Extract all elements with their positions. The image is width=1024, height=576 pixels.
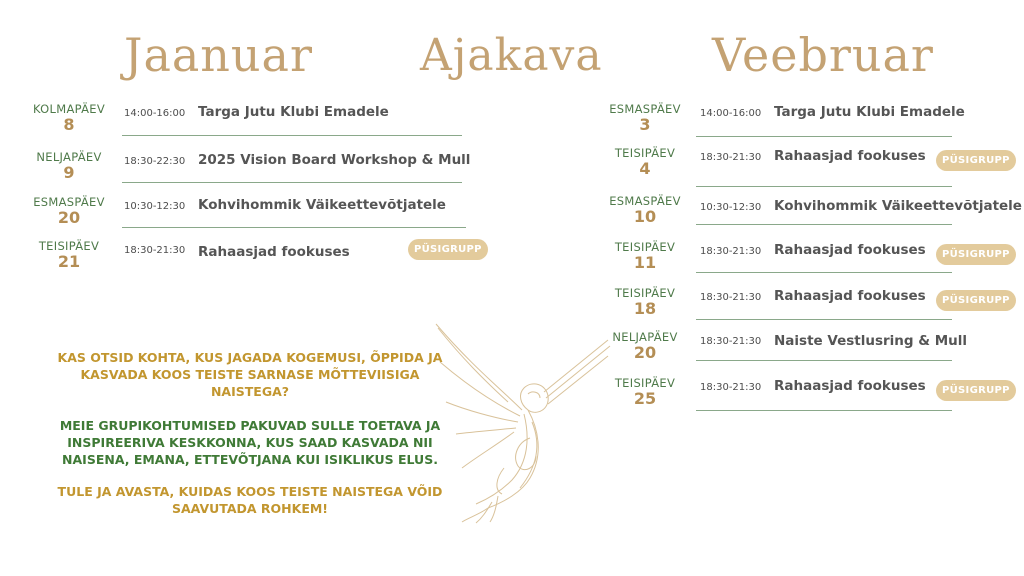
event-time: 10:30-12:30	[124, 201, 186, 212]
event-day-number: 3	[639, 115, 651, 134]
promo-question: KAS OTSID KOHTA, KUS JAGADA KOGEMUSI, ÕPPIDA JA KASVADA KOOS TEISTE SARNASE MÕTTEVIISIGA NAISTEGA?	[57, 350, 443, 399]
event-title: Targa Jutu Klubi Emadele	[198, 104, 389, 120]
event-day-number: 25	[633, 389, 657, 408]
event-divider	[696, 272, 952, 273]
recurring-group-badge: PÜSIGRUPP	[936, 244, 1016, 265]
event-divider	[696, 410, 952, 411]
event-title: Rahaasjad fookuses	[774, 242, 926, 258]
event-divider	[696, 186, 952, 187]
event-title: Rahaasjad fookuses	[774, 148, 926, 164]
event-divider	[122, 227, 466, 228]
event-title: Rahaasjad fookuses	[198, 244, 350, 260]
february-event-5	[600, 286, 1024, 334]
event-date	[24, 102, 114, 134]
january-event-4	[24, 239, 484, 287]
event-day-number: 20	[633, 343, 657, 362]
event-divider	[122, 135, 462, 136]
event-day-number: 4	[639, 159, 651, 178]
event-weekday: TEISIPÄEV	[614, 146, 676, 160]
event-divider	[696, 360, 952, 361]
event-date	[24, 195, 114, 227]
event-weekday: NELJAPÄEV	[612, 330, 678, 344]
event-weekday: TEISIPÄEV	[614, 376, 676, 390]
event-weekday: TEISIPÄEV	[614, 286, 676, 300]
february-title: Veebruar	[712, 28, 934, 82]
event-day-number: 8	[63, 115, 75, 134]
event-time: 10:30-12:30	[700, 202, 762, 213]
january-event-1	[24, 102, 484, 150]
event-weekday: ESMASPÄEV	[609, 194, 681, 208]
event-date	[600, 194, 690, 226]
event-divider	[122, 182, 462, 183]
event-day-number: 9	[63, 163, 75, 182]
february-event-6	[600, 330, 1024, 378]
event-date	[600, 102, 690, 134]
event-day-number: 18	[633, 299, 657, 318]
schedule-title: Ajakava	[420, 30, 603, 81]
event-date	[24, 150, 114, 182]
january-event-2	[24, 150, 484, 198]
event-date	[600, 240, 690, 272]
event-time: 18:30-21:30	[700, 152, 762, 163]
event-divider	[696, 224, 952, 225]
event-title: 2025 Vision Board Workshop & Mull	[198, 152, 471, 168]
event-date	[600, 330, 690, 362]
event-time: 18:30-21:30	[700, 292, 762, 303]
event-time: 18:30-22:30	[124, 156, 186, 167]
february-event-1	[600, 102, 1024, 150]
recurring-group-badge: PÜSIGRUPP	[936, 290, 1016, 311]
event-day-number: 10	[633, 207, 657, 226]
february-event-3	[600, 194, 1024, 242]
recurring-group-badge: PÜSIGRUPP	[936, 150, 1016, 171]
event-time: 14:00-16:00	[124, 108, 186, 119]
event-title: Kohvihommik Väikeettevõtjatele	[774, 198, 1022, 214]
january-event-3	[24, 195, 484, 243]
event-time: 18:30-21:30	[700, 246, 762, 257]
event-time: 14:00-16:00	[700, 108, 762, 119]
event-divider	[696, 136, 952, 137]
event-weekday: KOLMAPÄEV	[32, 102, 106, 116]
event-divider	[696, 319, 952, 320]
event-weekday: NELJAPÄEV	[36, 150, 102, 164]
january-title: Jaanuar	[124, 28, 313, 82]
event-title: Naiste Vestlusring & Mull	[774, 333, 968, 349]
promo-call-to-action: TULE JA AVASTA, KUIDAS KOOS TEISTE NAISTEGA VÕID SAAVUTADA ROHKEM!	[57, 484, 443, 516]
event-date	[600, 146, 690, 178]
event-weekday: TEISIPÄEV	[614, 240, 676, 254]
event-title: Rahaasjad fookuses	[774, 378, 926, 394]
event-weekday: ESMASPÄEV	[33, 195, 105, 209]
event-date	[600, 376, 690, 408]
event-weekday: TEISIPÄEV	[38, 239, 100, 253]
event-time: 18:30-21:30	[700, 382, 762, 393]
event-day-number: 20	[57, 208, 81, 227]
promo-description: MEIE GRUPIKOHTUMISED PAKUVAD SULLE TOETAVA JA INSPIREERIVA KESKKONNA, KUS SAAD KASVADA NII NAISENA, EMANA, ETTEVÕTJANA KUI ISIKLIKUS ELUS.	[59, 418, 441, 467]
recurring-group-badge: PÜSIGRUPP	[936, 380, 1016, 401]
event-day-number: 21	[57, 252, 81, 271]
event-title: Kohvihommik Väikeettevõtjatele	[198, 197, 446, 213]
event-title: Rahaasjad fookuses	[774, 288, 926, 304]
event-weekday: ESMASPÄEV	[609, 102, 681, 116]
event-date	[24, 239, 114, 271]
recurring-group-badge: PÜSIGRUPP	[408, 239, 488, 260]
february-event-2	[600, 146, 1024, 194]
hummingbird-line-art-icon	[432, 318, 612, 524]
event-time: 18:30-21:30	[700, 336, 762, 347]
february-event-4	[600, 240, 1024, 288]
event-date	[600, 286, 690, 318]
event-title: Targa Jutu Klubi Emadele	[774, 104, 965, 120]
event-time: 18:30-21:30	[124, 245, 186, 256]
event-day-number: 11	[633, 253, 657, 272]
february-event-7	[600, 376, 1024, 424]
